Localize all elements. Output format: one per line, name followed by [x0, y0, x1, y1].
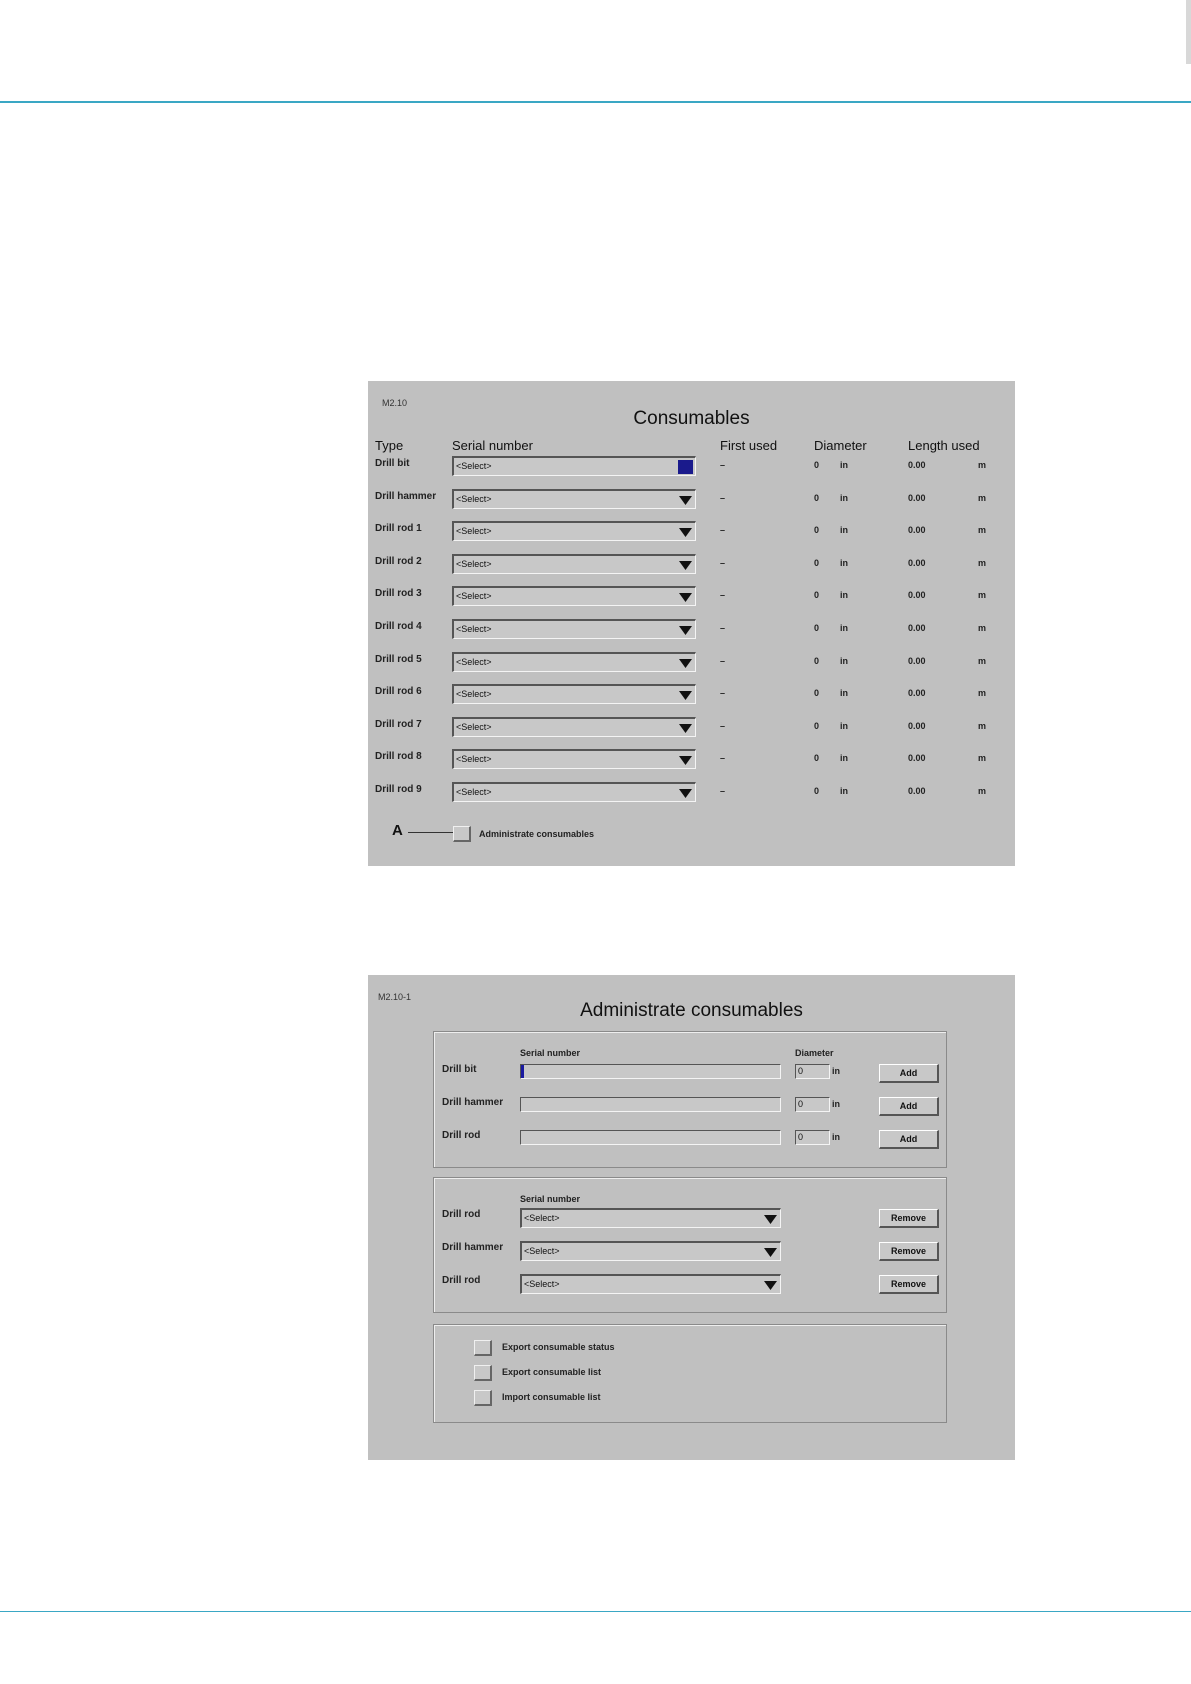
- diameter-value: 0: [798, 1066, 804, 1076]
- length-used-value: 0.00: [908, 688, 926, 698]
- header-rule: [0, 101, 1191, 103]
- select-value: <Select>: [456, 754, 492, 764]
- diameter-unit: in: [840, 656, 848, 666]
- remove-button[interactable]: Remove: [879, 1242, 939, 1261]
- callout-letter: A: [392, 822, 403, 839]
- consumable-type-label: Drill bit: [375, 458, 410, 469]
- length-used-value: 0.00: [908, 786, 926, 796]
- consumable-type-label: Drill bit: [442, 1064, 477, 1075]
- length-used-unit: m: [978, 721, 987, 731]
- consumable-type-label: Drill rod 9: [375, 784, 422, 795]
- dropdown-arrow-icon[interactable]: [763, 1245, 778, 1259]
- length-used-value: 0.00: [908, 590, 926, 600]
- consumable-row: [368, 749, 1015, 775]
- consumable-type-label: Drill rod 3: [375, 588, 422, 599]
- length-used-unit: m: [978, 688, 987, 698]
- select-value: <Select>: [456, 787, 492, 797]
- consumable-type-label: Drill rod 1: [375, 523, 422, 534]
- consumable-type-label: Drill rod: [442, 1209, 481, 1220]
- diameter-unit: in: [832, 1066, 840, 1076]
- callout-leader-line: [408, 832, 458, 833]
- diameter-value: 0: [814, 590, 820, 600]
- serial-number-select[interactable]: [452, 684, 696, 704]
- option-row: [434, 1390, 946, 1410]
- option-label: Export consumable list: [502, 1367, 602, 1377]
- consumable-type-label: Drill rod 5: [375, 654, 422, 665]
- administrate-consumables-screen: [368, 975, 1015, 1460]
- consumable-type-label: Drill rod 8: [375, 751, 422, 762]
- select-value: <Select>: [456, 689, 492, 699]
- length-used-unit: m: [978, 460, 987, 470]
- consumable-row: [368, 619, 1015, 645]
- consumable-row: [368, 717, 1015, 743]
- option-label: Export consumable status: [502, 1342, 615, 1352]
- first-used-value: –: [720, 525, 726, 535]
- length-used-unit: m: [978, 558, 987, 568]
- consumable-type-label: Drill rod: [442, 1130, 481, 1141]
- first-used-value: –: [720, 786, 726, 796]
- add-consumable-row: [434, 1063, 946, 1085]
- length-used-unit: m: [978, 623, 987, 633]
- consumable-row: [368, 521, 1015, 547]
- length-used-unit: m: [978, 493, 987, 503]
- diameter-value: 0: [798, 1132, 804, 1142]
- consumables-screen: [368, 381, 1015, 866]
- serial-number-header: Serial number: [520, 1048, 581, 1058]
- consumable-row: [368, 782, 1015, 808]
- option-checkbox[interactable]: [474, 1390, 492, 1406]
- remove-consumable-row: [434, 1274, 946, 1296]
- diameter-value: 0: [814, 460, 820, 470]
- length-used-value: 0.00: [908, 493, 926, 503]
- diameter-unit: in: [840, 558, 848, 568]
- select-value: <Select>: [456, 559, 492, 569]
- serial-number-select[interactable]: [452, 586, 696, 606]
- serial-number-select[interactable]: [452, 456, 696, 476]
- consumable-row: [368, 554, 1015, 580]
- serial-number-input[interactable]: [520, 1130, 781, 1145]
- column-header-length-used: Length used: [908, 438, 980, 453]
- serial-number-select[interactable]: [520, 1274, 781, 1294]
- length-used-value: 0.00: [908, 721, 926, 731]
- serial-number-select[interactable]: [452, 717, 696, 737]
- column-header-diameter: Diameter: [814, 438, 867, 453]
- select-value: <Select>: [524, 1279, 560, 1289]
- serial-number-select[interactable]: [452, 652, 696, 672]
- consumable-row: [368, 489, 1015, 515]
- serial-number-select[interactable]: [452, 521, 696, 541]
- consumable-type-label: Drill rod 6: [375, 686, 422, 697]
- serial-number-select[interactable]: [452, 749, 696, 769]
- consumable-type-label: Drill rod 7: [375, 719, 422, 730]
- column-header-serial: Serial number: [452, 438, 533, 453]
- diameter-input[interactable]: [795, 1130, 830, 1145]
- length-used-unit: m: [978, 525, 987, 535]
- serial-number-select[interactable]: [520, 1208, 781, 1228]
- remove-button[interactable]: Remove: [879, 1209, 939, 1228]
- select-value: <Select>: [456, 461, 492, 471]
- first-used-value: –: [720, 656, 726, 666]
- diameter-unit: in: [840, 721, 848, 731]
- diameter-value: 0: [814, 493, 820, 503]
- diameter-value: 0: [814, 786, 820, 796]
- consumable-type-label: Drill hammer: [442, 1242, 504, 1253]
- first-used-value: –: [720, 623, 726, 633]
- serial-number-select[interactable]: [452, 554, 696, 574]
- dropdown-arrow-icon[interactable]: [678, 656, 693, 670]
- diameter-value: 0: [814, 623, 820, 633]
- select-value: <Select>: [524, 1246, 560, 1256]
- remove-consumable-row: [434, 1241, 946, 1263]
- first-used-value: –: [720, 558, 726, 568]
- diameter-header: Diameter: [795, 1048, 834, 1058]
- serial-number-input[interactable]: [520, 1064, 781, 1079]
- first-used-value: –: [720, 590, 726, 600]
- dropdown-arrow-icon[interactable]: [678, 623, 693, 637]
- diameter-unit: in: [832, 1099, 840, 1109]
- diameter-unit: in: [840, 623, 848, 633]
- consumable-row: [368, 684, 1015, 710]
- consumable-type-label: Drill rod: [442, 1275, 481, 1286]
- remove-consumable-group: [433, 1177, 947, 1313]
- option-row: [434, 1340, 946, 1360]
- length-used-value: 0.00: [908, 558, 926, 568]
- dropdown-arrow-icon[interactable]: [678, 688, 693, 702]
- first-used-value: –: [720, 493, 726, 503]
- select-value: <Select>: [524, 1213, 560, 1223]
- option-checkbox[interactable]: [474, 1340, 492, 1356]
- consumable-row: [368, 586, 1015, 612]
- length-used-value: 0.00: [908, 753, 926, 763]
- dropdown-arrow-icon[interactable]: [763, 1212, 778, 1226]
- consumable-type-label: Drill rod 2: [375, 556, 422, 567]
- length-used-value: 0.00: [908, 656, 926, 666]
- consumable-type-label: Drill rod 4: [375, 621, 422, 632]
- diameter-unit: in: [840, 753, 848, 763]
- import-export-group: [433, 1324, 947, 1423]
- select-value: <Select>: [456, 526, 492, 536]
- first-used-value: –: [720, 721, 726, 731]
- administrate-consumables-checkbox[interactable]: [453, 826, 471, 842]
- diameter-unit: in: [840, 786, 848, 796]
- add-consumable-row: [434, 1096, 946, 1118]
- serial-number-select[interactable]: [452, 489, 696, 509]
- length-used-value: 0.00: [908, 623, 926, 633]
- select-value: <Select>: [456, 494, 492, 504]
- add-consumable-row: [434, 1129, 946, 1151]
- diameter-value: 0: [814, 753, 820, 763]
- text-cursor: [521, 1065, 524, 1078]
- diameter-input[interactable]: [795, 1064, 830, 1079]
- diameter-unit: in: [840, 525, 848, 535]
- remove-consumable-row: [434, 1208, 946, 1230]
- length-used-unit: m: [978, 786, 987, 796]
- length-used-unit: m: [978, 590, 987, 600]
- column-header-first-used: First used: [720, 438, 778, 453]
- dropdown-arrow-icon[interactable]: [678, 525, 693, 539]
- consumable-row: [368, 456, 1015, 482]
- footer-rule: [0, 1611, 1191, 1612]
- screen-id: M2.10: [382, 398, 408, 408]
- serial-number-input[interactable]: [520, 1097, 781, 1112]
- select-value: <Select>: [456, 591, 492, 601]
- page-edge-tab: [1186, 0, 1191, 64]
- length-used-unit: m: [978, 656, 987, 666]
- serial-number-select[interactable]: [520, 1241, 781, 1261]
- remove-button[interactable]: Remove: [879, 1275, 939, 1294]
- diameter-value: 0: [814, 656, 820, 666]
- dropdown-arrow-icon[interactable]: [678, 721, 693, 735]
- add-consumable-group: [433, 1031, 947, 1168]
- serial-number-header: Serial number: [520, 1194, 581, 1204]
- diameter-value: 0: [814, 558, 820, 568]
- dropdown-arrow-icon[interactable]: [678, 558, 693, 572]
- consumable-type-label: Drill hammer: [442, 1097, 504, 1108]
- dropdown-arrow-icon[interactable]: [678, 493, 693, 507]
- select-value: <Select>: [456, 722, 492, 732]
- dropdown-arrow-icon[interactable]: [678, 460, 693, 474]
- diameter-value: 0: [814, 721, 820, 731]
- first-used-value: –: [720, 688, 726, 698]
- length-used-value: 0.00: [908, 525, 926, 535]
- screen-title: Consumables: [633, 408, 750, 429]
- add-button[interactable]: Add: [879, 1130, 939, 1149]
- first-used-value: –: [720, 460, 726, 470]
- option-row: [434, 1365, 946, 1385]
- diameter-value: 0: [798, 1099, 804, 1109]
- screen-title: Administrate consumables: [580, 1000, 803, 1021]
- dropdown-arrow-icon[interactable]: [678, 786, 693, 800]
- administrate-consumables-label: Administrate consumables: [479, 829, 595, 839]
- diameter-input[interactable]: [795, 1097, 830, 1112]
- length-used-value: 0.00: [908, 460, 926, 470]
- serial-number-select[interactable]: [452, 782, 696, 802]
- diameter-unit: in: [840, 493, 848, 503]
- serial-number-select[interactable]: [452, 619, 696, 639]
- first-used-value: –: [720, 753, 726, 763]
- diameter-unit: in: [840, 688, 848, 698]
- select-value: <Select>: [456, 657, 492, 667]
- add-button[interactable]: Add: [879, 1064, 939, 1083]
- select-value: <Select>: [456, 624, 492, 634]
- diameter-value: 0: [814, 688, 820, 698]
- diameter-value: 0: [814, 525, 820, 535]
- option-label: Import consumable list: [502, 1392, 601, 1402]
- dropdown-arrow-icon[interactable]: [763, 1278, 778, 1292]
- consumable-type-label: Drill hammer: [375, 491, 437, 502]
- diameter-unit: in: [832, 1132, 840, 1142]
- column-header-type: Type: [375, 438, 404, 453]
- dropdown-arrow-icon[interactable]: [678, 753, 693, 767]
- diameter-unit: in: [840, 590, 848, 600]
- consumable-row: [368, 652, 1015, 678]
- add-button[interactable]: Add: [879, 1097, 939, 1116]
- dropdown-arrow-icon[interactable]: [678, 590, 693, 604]
- diameter-unit: in: [840, 460, 848, 470]
- screen-id: M2.10-1: [378, 992, 412, 1002]
- length-used-unit: m: [978, 753, 987, 763]
- option-checkbox[interactable]: [474, 1365, 492, 1381]
